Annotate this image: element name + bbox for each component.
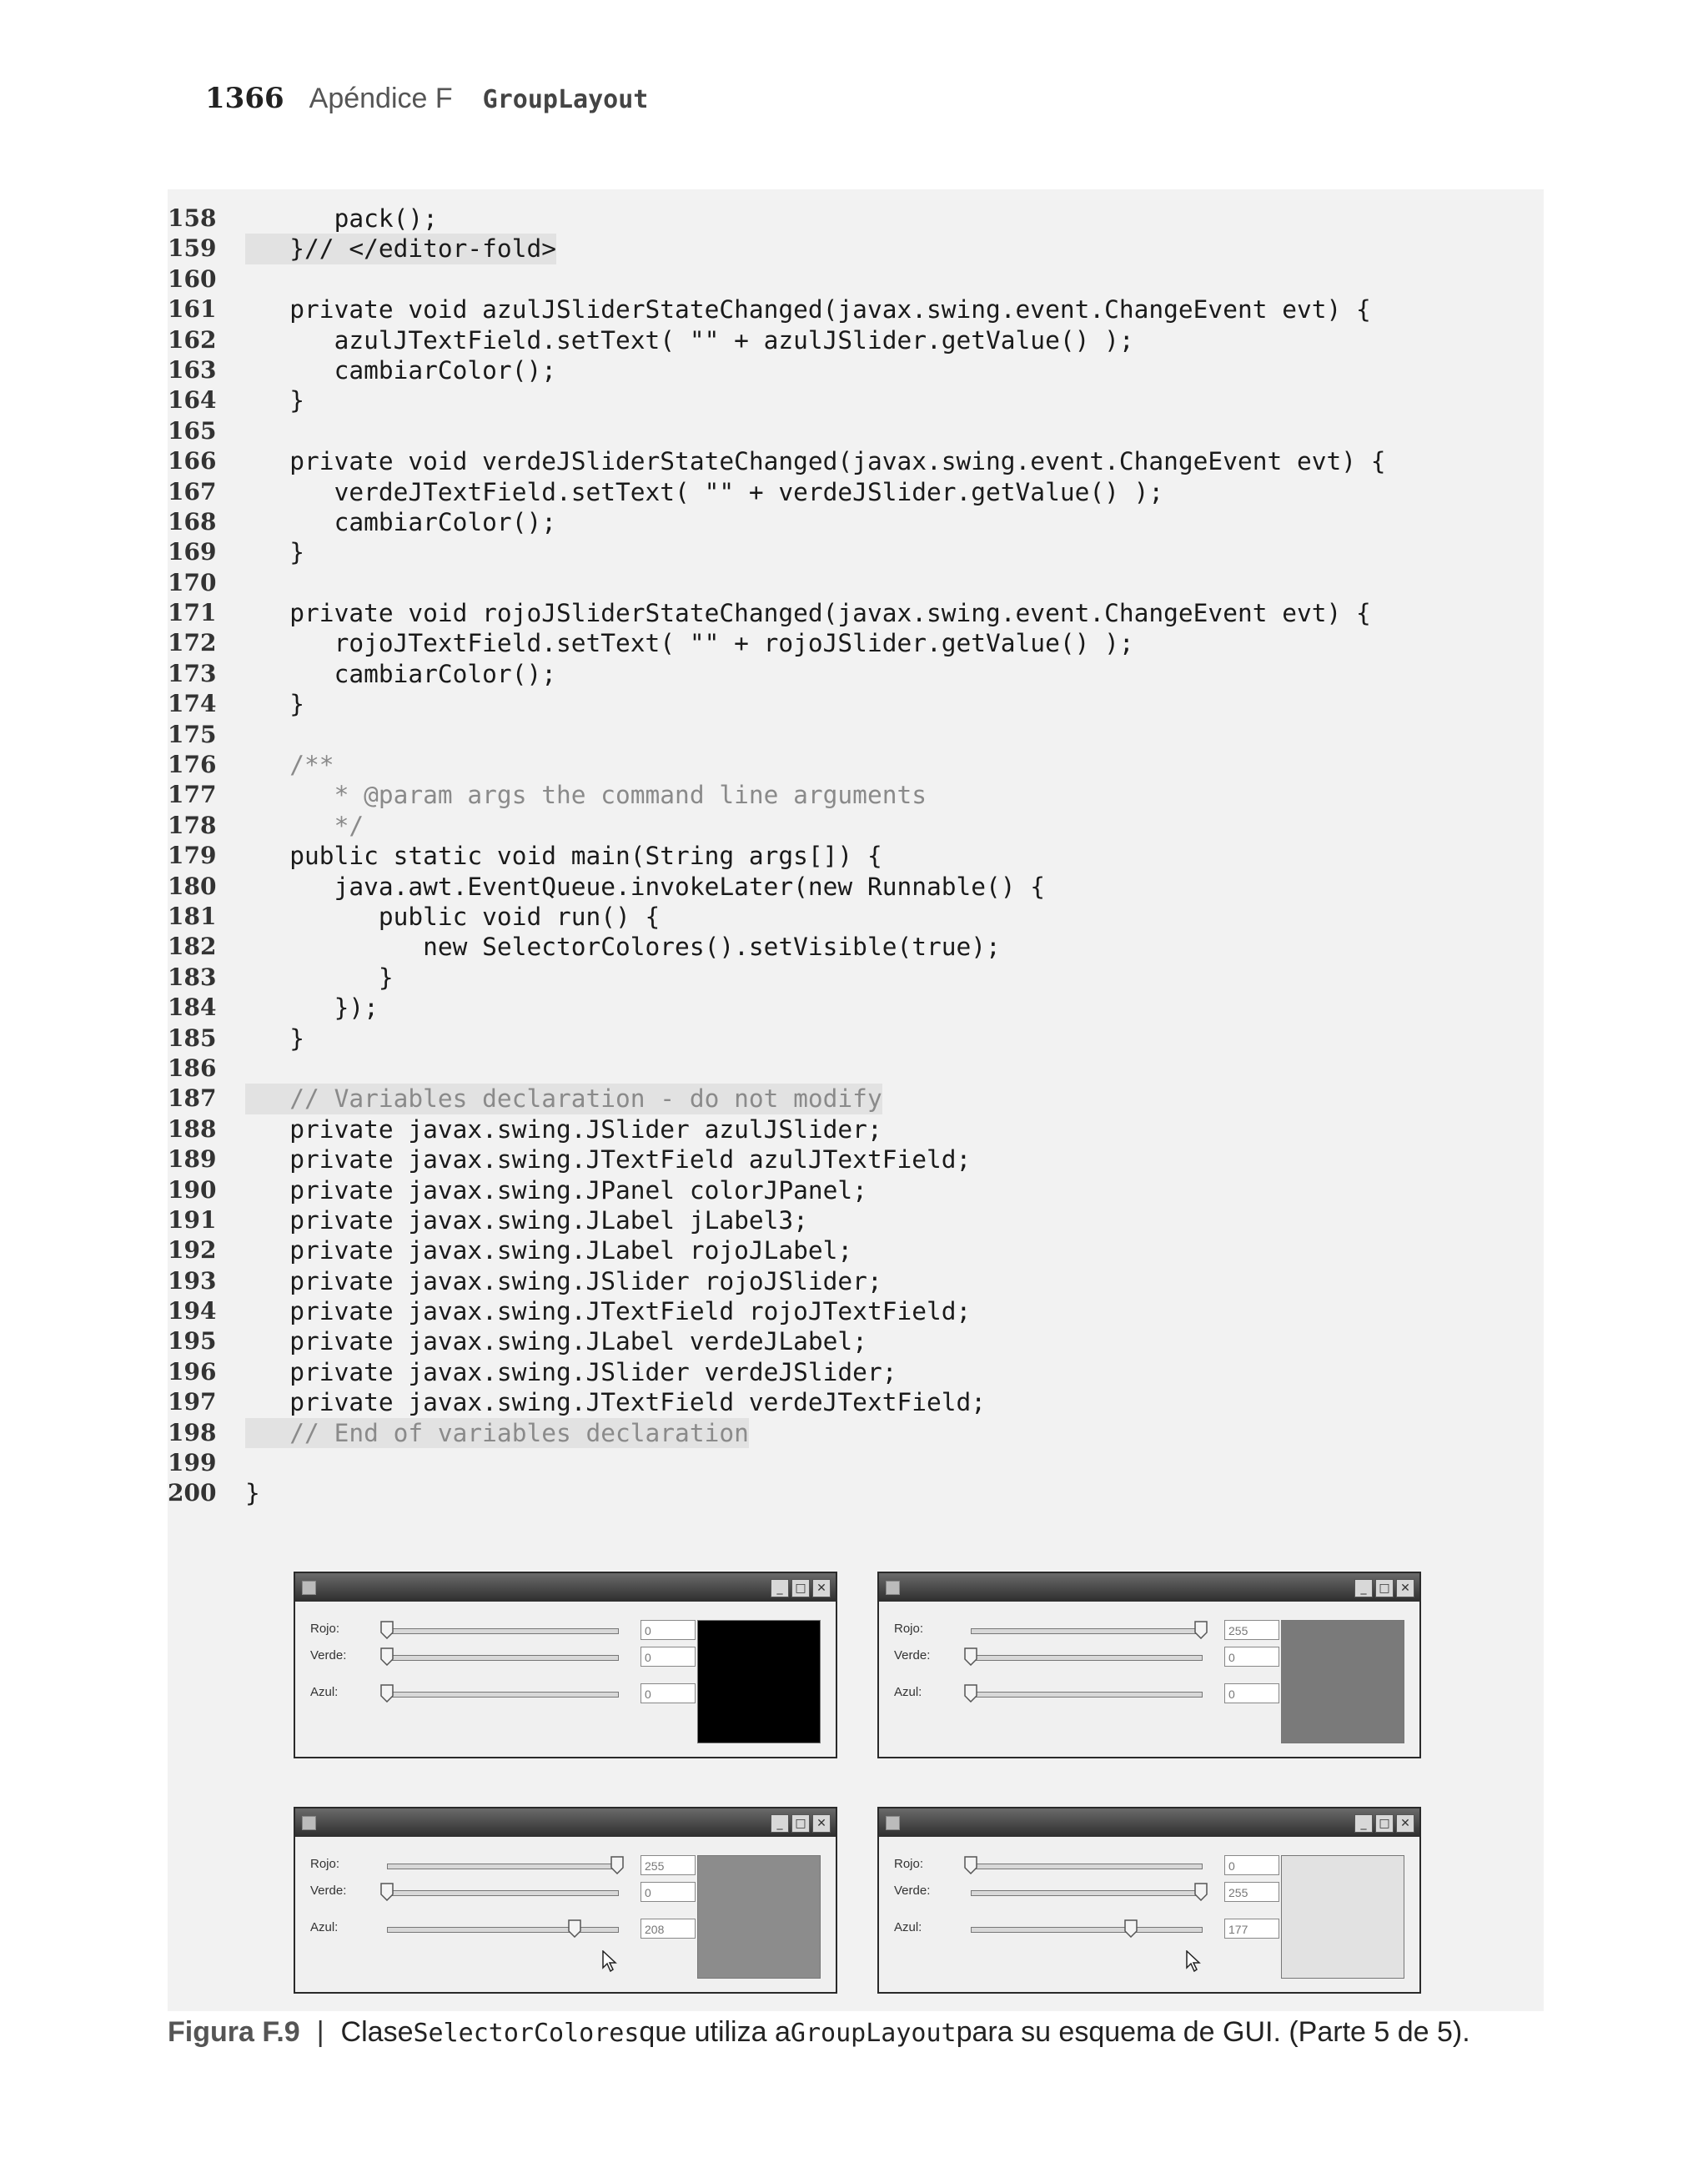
close-button[interactable]: ✕ — [812, 1579, 831, 1597]
slider-thumb[interactable] — [380, 1621, 394, 1639]
minimize-button[interactable]: _ — [771, 1814, 789, 1833]
line-number: 178 — [168, 811, 217, 839]
code-line — [168, 1084, 1544, 1114]
code-text: private javax.swing.JLabel jLabel3; — [245, 1205, 808, 1235]
red-value-field[interactable]: 0 — [1224, 1855, 1279, 1875]
window-frame — [294, 1807, 837, 1994]
code-line — [168, 1478, 1544, 1508]
code-line — [168, 1054, 1544, 1084]
figure-caption — [168, 2016, 1470, 2065]
code-text: }// </editor-fold> — [245, 234, 556, 264]
window-frame — [877, 1807, 1421, 1994]
caption-text-2: que utiliza a — [639, 2016, 791, 2048]
red-slider[interactable] — [387, 1864, 619, 1869]
code-text: private void rojoJSliderStateChanged(javax.swing.event.ChangeEvent evt) { — [245, 599, 1371, 628]
caption-layout-name: GroupLayout — [790, 2019, 957, 2048]
code-line — [168, 1266, 1544, 1296]
slider-thumb[interactable] — [1194, 1621, 1208, 1639]
green-value-field[interactable]: 0 — [1224, 1647, 1279, 1667]
red-value-field[interactable]: 255 — [1224, 1620, 1279, 1640]
window-titlebar — [295, 1808, 836, 1837]
java-app-icon — [886, 1816, 900, 1830]
green-slider[interactable] — [971, 1655, 1203, 1661]
code-lines — [168, 204, 1544, 1509]
color-preview-panel — [1281, 1855, 1404, 1979]
java-app-icon — [886, 1581, 900, 1595]
caption-class-name: SelectorColores — [413, 2019, 640, 2048]
blue-value-field[interactable]: 0 — [1224, 1683, 1279, 1703]
caption-text-1: Clase — [340, 2016, 414, 2048]
slider-label: Rojo: — [310, 1857, 340, 1871]
code-text: // End of variables declaration — [245, 1418, 749, 1447]
line-number: 159 — [168, 234, 217, 263]
code-text: }); — [245, 993, 379, 1023]
code-line — [168, 780, 1544, 810]
slider-label: Rojo: — [894, 1622, 924, 1636]
green-value-field[interactable]: 255 — [1224, 1882, 1279, 1902]
line-number: 185 — [168, 1024, 217, 1052]
slider-label: Rojo: — [894, 1857, 924, 1871]
code-text: private javax.swing.JLabel verdeJLabel; — [245, 1327, 867, 1356]
code-text: */ — [245, 811, 364, 840]
color-preview-panel — [697, 1620, 821, 1743]
code-line — [168, 598, 1544, 628]
code-text: /** — [245, 751, 334, 780]
code-line — [168, 811, 1544, 841]
line-number: 187 — [168, 1084, 217, 1113]
blue-slider[interactable] — [971, 1927, 1203, 1933]
window-controls — [771, 1579, 831, 1597]
slider-label: Azul: — [310, 1920, 339, 1934]
code-line — [168, 1024, 1544, 1054]
color-selector-window — [294, 1807, 837, 1994]
java-app-icon — [302, 1581, 316, 1595]
line-number: 168 — [168, 507, 217, 536]
line-number: 182 — [168, 933, 217, 961]
slider-label: Verde: — [894, 1884, 931, 1898]
blue-value-field[interactable]: 208 — [640, 1919, 696, 1939]
line-number: 162 — [168, 325, 217, 354]
code-line — [168, 204, 1544, 234]
line-number: 181 — [168, 902, 217, 930]
green-slider[interactable] — [387, 1890, 619, 1896]
window-titlebar — [295, 1573, 836, 1602]
red-value-field[interactable]: 255 — [640, 1855, 696, 1875]
blue-slider[interactable] — [387, 1927, 619, 1933]
code-text: public static void main(String args[]) { — [245, 842, 882, 871]
line-number: 172 — [168, 629, 217, 657]
line-number: 167 — [168, 477, 217, 506]
line-number: 164 — [168, 386, 217, 415]
code-line — [168, 1357, 1544, 1387]
maximize-button[interactable]: □ — [791, 1579, 810, 1597]
code-text: } — [245, 1024, 305, 1053]
window-titlebar — [879, 1573, 1419, 1602]
code-line — [168, 264, 1544, 294]
code-line — [168, 841, 1544, 871]
code-text: private javax.swing.JSlider azulJSlider; — [245, 1114, 882, 1144]
code-line — [168, 234, 1544, 264]
code-line — [168, 720, 1544, 750]
code-text: java.awt.EventQueue.invokeLater(new Runnable() { — [245, 872, 1046, 901]
code-text: // Variables declaration - do not modify — [245, 1084, 882, 1114]
line-number: 158 — [168, 204, 217, 232]
blue-value-field[interactable]: 177 — [1224, 1919, 1279, 1939]
code-line — [168, 1175, 1544, 1205]
window-titlebar — [879, 1808, 1419, 1837]
line-number: 180 — [168, 872, 217, 900]
color-selector-window — [294, 1572, 837, 1758]
maximize-button[interactable]: □ — [1375, 1579, 1394, 1597]
code-text: } — [245, 386, 305, 415]
line-number: 169 — [168, 538, 217, 566]
line-number: 188 — [168, 1114, 217, 1143]
window-controls — [1354, 1579, 1414, 1597]
code-line — [168, 385, 1544, 415]
slider-thumb[interactable] — [380, 1883, 394, 1901]
code-line — [168, 416, 1544, 446]
code-text: * @param args the command line arguments — [245, 781, 927, 810]
line-number: 189 — [168, 1145, 217, 1174]
window-frame — [877, 1572, 1421, 1758]
page-number: 1366 — [205, 82, 284, 115]
color-preview-panel — [1281, 1620, 1404, 1743]
line-number: 161 — [168, 295, 217, 324]
window-frame — [294, 1572, 837, 1758]
code-line — [168, 325, 1544, 355]
color-selector-window — [877, 1807, 1421, 1994]
slider-thumb[interactable] — [964, 1684, 977, 1703]
code-line — [168, 537, 1544, 567]
slider-thumb[interactable] — [964, 1856, 977, 1874]
page-header — [205, 82, 648, 122]
code-line — [168, 1418, 1544, 1448]
line-number: 191 — [168, 1205, 217, 1234]
line-number: 163 — [168, 355, 217, 384]
mouse-cursor-icon — [602, 1950, 617, 1972]
line-number: 173 — [168, 659, 217, 687]
chapter-title: Apéndice F — [309, 83, 453, 114]
code-line — [168, 1387, 1544, 1417]
code-text: cambiarColor(); — [245, 355, 556, 385]
code-text: private javax.swing.JPanel colorJPanel; — [245, 1175, 867, 1205]
code-text: pack(); — [245, 204, 438, 233]
code-line — [168, 932, 1544, 962]
code-text: } — [245, 690, 305, 719]
slider-label: Azul: — [894, 1685, 922, 1699]
code-line — [168, 1114, 1544, 1144]
java-app-icon — [302, 1816, 316, 1830]
code-text: private javax.swing.JSlider verdeJSlider; — [245, 1357, 897, 1386]
code-line — [168, 902, 1544, 932]
close-button[interactable]: ✕ — [812, 1814, 831, 1833]
line-number: 179 — [168, 842, 217, 870]
line-number: 175 — [168, 720, 217, 748]
code-text: new SelectorColores().setVisible(true); — [245, 933, 1001, 962]
code-text: private javax.swing.JLabel rojoJLabel; — [245, 1236, 853, 1265]
code-line — [168, 1296, 1544, 1326]
figure-number: Figura F.9 — [168, 2016, 300, 2048]
line-number: 184 — [168, 993, 217, 1022]
code-text: private javax.swing.JSlider rojoJSlider; — [245, 1266, 882, 1295]
caption-text-3: para su esquema de GUI. (Parte 5 de 5). — [956, 2016, 1470, 2048]
line-number: 176 — [168, 751, 217, 779]
line-number: 193 — [168, 1266, 217, 1295]
code-line — [168, 477, 1544, 507]
code-text: } — [245, 963, 394, 992]
code-line — [168, 294, 1544, 324]
line-number: 194 — [168, 1297, 217, 1325]
code-line — [168, 1144, 1544, 1175]
line-number: 183 — [168, 963, 217, 991]
maximize-button[interactable]: □ — [1375, 1814, 1394, 1833]
line-number: 171 — [168, 599, 217, 627]
slider-thumb[interactable] — [380, 1647, 394, 1666]
slider-label: Verde: — [310, 1884, 347, 1898]
code-line — [168, 872, 1544, 902]
line-number: 200 — [168, 1479, 217, 1507]
slider-label: Azul: — [310, 1685, 339, 1699]
slider-label: Verde: — [310, 1648, 347, 1662]
code-text: } — [245, 538, 305, 567]
code-text: private javax.swing.JTextField rojoJTextField; — [245, 1297, 972, 1326]
minimize-button[interactable]: _ — [1354, 1814, 1373, 1833]
minimize-button[interactable]: _ — [1354, 1579, 1373, 1597]
code-text: azulJTextField.setText( "" + azulJSlider.getValue() ); — [245, 325, 1134, 355]
line-number: 199 — [168, 1449, 217, 1477]
color-selector-window — [877, 1572, 1421, 1758]
line-number: 174 — [168, 690, 217, 718]
code-line — [168, 1448, 1544, 1478]
slider-thumb[interactable] — [1124, 1919, 1138, 1938]
minimize-button[interactable]: _ — [771, 1579, 789, 1597]
window-controls — [1354, 1814, 1414, 1833]
code-line — [168, 750, 1544, 780]
code-text: private javax.swing.JTextField verdeJTextField; — [245, 1388, 987, 1417]
green-value-field[interactable]: 0 — [640, 1647, 696, 1667]
blue-value-field[interactable]: 0 — [640, 1683, 696, 1703]
green-value-field[interactable]: 0 — [640, 1882, 696, 1902]
maximize-button[interactable]: □ — [791, 1814, 810, 1833]
blue-slider[interactable] — [387, 1692, 619, 1698]
close-button[interactable]: ✕ — [1396, 1579, 1414, 1597]
code-text: private javax.swing.JTextField azulJTextField; — [245, 1145, 972, 1175]
code-line — [168, 446, 1544, 476]
green-slider[interactable] — [971, 1890, 1203, 1896]
code-line — [168, 1326, 1544, 1356]
code-line — [168, 568, 1544, 598]
code-line — [168, 993, 1544, 1023]
line-number: 190 — [168, 1175, 217, 1204]
close-button[interactable]: ✕ — [1396, 1814, 1414, 1833]
code-line — [168, 1235, 1544, 1265]
code-line — [168, 689, 1544, 719]
code-line — [168, 628, 1544, 658]
red-value-field[interactable]: 0 — [640, 1620, 696, 1640]
line-number: 165 — [168, 416, 217, 445]
red-slider[interactable] — [971, 1628, 1203, 1634]
code-line — [168, 1205, 1544, 1235]
green-slider[interactable] — [387, 1655, 619, 1661]
slider-label: Azul: — [894, 1920, 922, 1934]
code-line — [168, 355, 1544, 385]
code-text: } — [245, 1479, 260, 1508]
code-line — [168, 659, 1544, 689]
code-text: private void azulJSliderStateChanged(javax.swing.event.ChangeEvent evt) { — [245, 295, 1371, 324]
color-preview-panel — [697, 1855, 821, 1979]
mouse-cursor-icon — [1186, 1950, 1201, 1972]
slider-label: Verde: — [894, 1648, 931, 1662]
line-number: 197 — [168, 1388, 217, 1416]
slider-thumb[interactable] — [1194, 1883, 1208, 1901]
line-number: 195 — [168, 1327, 217, 1356]
slider-thumb[interactable] — [610, 1856, 624, 1874]
code-text: verdeJTextField.setText( "" + verdeJSlider.getValue() ); — [245, 477, 1164, 506]
window-controls — [771, 1814, 831, 1833]
line-number: 177 — [168, 781, 217, 809]
line-number: 186 — [168, 1054, 217, 1082]
section-title: GroupLayout — [482, 85, 649, 114]
code-line — [168, 963, 1544, 993]
code-text: rojoJTextField.setText( "" + rojoJSlider.getValue() ); — [245, 629, 1134, 658]
line-number: 160 — [168, 264, 217, 293]
slider-thumb[interactable] — [380, 1684, 394, 1703]
code-text: public void run() { — [245, 902, 661, 931]
slider-label: Rojo: — [310, 1622, 340, 1636]
blue-slider[interactable] — [971, 1692, 1203, 1698]
slider-thumb[interactable] — [568, 1919, 581, 1938]
red-slider[interactable] — [387, 1628, 619, 1634]
line-number: 198 — [168, 1418, 217, 1446]
caption-separator: | — [316, 2016, 324, 2048]
code-text: cambiarColor(); — [245, 507, 556, 536]
code-text: private void verdeJSliderStateChanged(javax.swing.event.ChangeEvent evt) { — [245, 447, 1386, 476]
line-number: 166 — [168, 447, 217, 475]
line-number: 196 — [168, 1357, 217, 1386]
line-number: 192 — [168, 1236, 217, 1265]
code-line — [168, 507, 1544, 537]
line-number: 170 — [168, 568, 217, 596]
slider-thumb[interactable] — [964, 1647, 977, 1666]
code-text: cambiarColor(); — [245, 659, 556, 688]
red-slider[interactable] — [971, 1864, 1203, 1869]
